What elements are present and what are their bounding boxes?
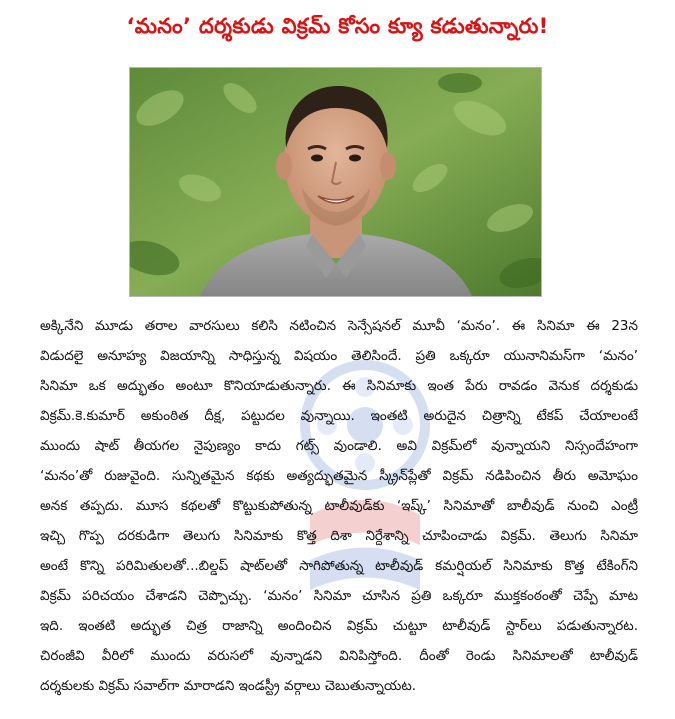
article-line: విక్రమ్.కె.కుమార్ అకుంఠిత దీక్ష, పట్టుదల వున్నాయి. ఇంతటి అరుదైన చిత్రాన్ని టేకప్ చేయాలంటే bbox=[40, 408, 638, 424]
article-line: విడుదలై అనూహ్య విజయాన్ని సాధిస్తున్న విషయం తెలిసిందే. ప్రతి ఒక్కరూ యునానిమస్‌గా ‘మనం’ bbox=[40, 348, 638, 364]
article-line: చిరంజీవి వీరిలో ముందు వరుసలో వున్నాడని వినిపిస్తోంది. దీంతో రెండు సినిమాలతో టాలీవుడ్ bbox=[40, 648, 638, 664]
article-line: ఇచ్చి గొప్ప దరకుడిగా తెలుగు సినిమాకు కొత్త దిశా నిర్దేశాన్ని చూపించాడు విక్రమ్. తెలుగు సినిమా bbox=[40, 528, 638, 544]
article-headline: ‘మనం’ దర్శకుడు విక్రమ్ కోసం క్యూ కడుతున్నారు! bbox=[126, 14, 549, 38]
article-line: అంటే కొన్ని పరిమితులతో...బిల్డప్ షాట్‌లతో సాగిపోతున్న టాలీవుడ్ కమర్షియల్ సినిమాకు కొత్త టేకింగ్‌ని bbox=[40, 558, 638, 574]
article-body bbox=[40, 311, 638, 701]
article-line: అక్కినేని మూడు తరాల వారసులు కలిసి నటించిన సెన్సేషనల్ మూవీ ‘మనం’. ఈ సినిమా ఈ 23న bbox=[40, 318, 638, 334]
article-line: ‘మనం’తో రుజువైంది. సున్నితమైన కథకు అత్యద్భుతమైన స్క్రీన్‌ప్లేతో విక్రమ్ నడిపించిన తీరు అమోఘం bbox=[40, 468, 638, 484]
director-photo bbox=[129, 67, 542, 297]
article-line: విక్రమ్ పరిచయం చేశాడని చెప్పొచ్చు. ‘మనం’ సినిమా చూసిన ప్రతి ఒక్కరూ ముక్తకంఠంతో చెప్పే మాట bbox=[40, 588, 638, 604]
portrait-photo-icon bbox=[130, 68, 541, 296]
article-line: దర్శకులకు విక్రమ్ సవాల్‌గా మారాడని ఇండస్ట్రీ వర్గాలు చెబుతున్నాయట. bbox=[40, 678, 417, 694]
article-line: ఇది. ఇంతటి అద్భుత చిత్ర రాజాన్ని అందించిన విక్రమ్ చుట్టూ టాలీవుడ్ స్టార్‌లు పడుతున్నారట. bbox=[40, 618, 638, 634]
article-line: ముందు షాట్ తీయగల నైపుణ్యం కాదు గట్స్ వుండాలి. అవి విక్రమ్‌లో వున్నాయని నిస్సందేహంగా bbox=[40, 438, 638, 454]
article-line: అనక తప్పదు. మూస కథలతో కొట్టుకుపోతున్న టాలీవుడ్‌కు ‘ఇష్క్’ సినిమాతో బాలీవుడ్ నుంచి ఎంట్రీ bbox=[40, 498, 638, 514]
article-line: సినిమా ఒక అద్భుతం అంటూ కొనియాడుతున్నారు. ఈ సినిమాకు ఇంత పేరు రావడం వెనుక దర్శకుడు bbox=[40, 378, 638, 394]
